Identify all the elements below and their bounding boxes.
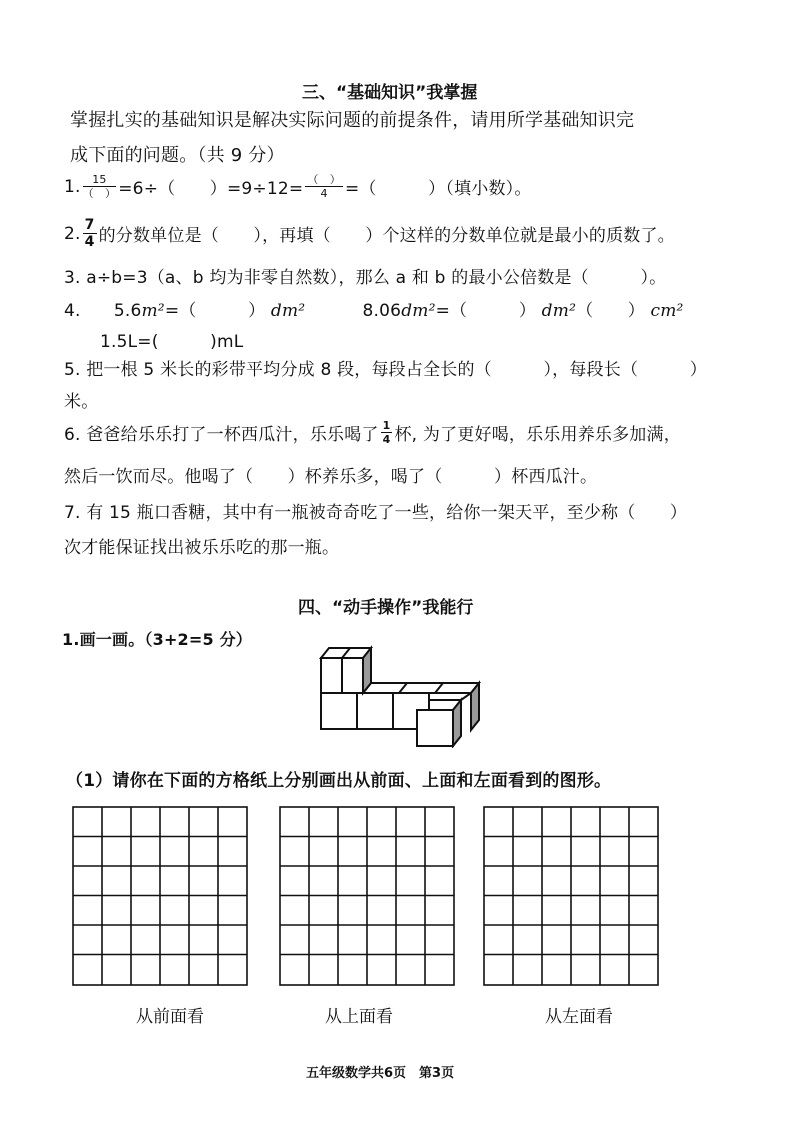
question-7-line1: 7. 有 15 瓶口香糖，其中有一瓶被奇奇吃了一些，给你一架天平，至少称（ ）	[64, 503, 688, 523]
unit-dm2: dm²	[541, 301, 577, 321]
unit-dm2: dm²	[401, 301, 436, 321]
fraction-1-over-4	[381, 420, 393, 445]
grid-label-left: 从左面看	[545, 1007, 613, 1027]
fraction-numerator: 1	[382, 419, 391, 432]
equals-blank: =（ ）	[164, 301, 266, 321]
section3-title: 三、“基础知识”我掌握	[302, 83, 478, 103]
question-5-line2: 米。	[64, 392, 99, 412]
question-4-line2: 1.5L=( )mL	[100, 332, 244, 352]
section4-title: 四、“动手操作”我能行	[298, 598, 474, 618]
question-7-line2: 次才能保证找出被乐乐吃的那一瓶。	[64, 538, 340, 558]
fraction-denominator: 4	[320, 187, 328, 200]
question-5-line1: 5. 把一根 5 米长的彩带平均分成 8 段，每段占全长的（ ），每段长（ ）	[64, 360, 707, 380]
unit-dm2: dm²	[270, 301, 306, 321]
cube-stack-figure	[315, 644, 485, 748]
question-2-text: 的分数单位是（ ），再填（ ）个这样的分数单位就是最小的质数了。	[98, 226, 675, 246]
fraction-denominator: 4	[382, 433, 391, 446]
question-4-line1	[64, 296, 684, 321]
fraction-7-over-4	[83, 218, 97, 249]
fraction-blank-over-4	[305, 174, 343, 199]
question-number: 1.	[64, 176, 81, 197]
question-6-line1	[64, 420, 681, 445]
grid-label-front: 从前面看	[136, 1007, 204, 1027]
fraction-numerator: 15	[83, 174, 117, 187]
question-number: 2.	[64, 223, 81, 244]
fraction-15-over-blank	[83, 174, 117, 199]
value-5-6: 5.6	[113, 301, 142, 321]
unit-m2: m²	[141, 301, 165, 321]
section4-q1-subtitle: （1）请你在下面的方格纸上分别画出从前面、上面和左面看到的图形。	[66, 771, 612, 791]
fraction-numerator: （ ）	[307, 173, 341, 186]
question-1-part1: =6÷（ ）=9÷12=	[118, 179, 304, 199]
equals-blank: =（ ）	[435, 301, 537, 321]
question-1	[64, 174, 532, 199]
question-6-line2: 然后一饮而尽。他喝了（ ）杯养乐多，喝了（ ）杯西瓜汁。	[64, 467, 598, 487]
unit-cm2: cm²	[650, 301, 684, 321]
section3-intro-line2: 成下面的问题。（共 9 分）	[70, 145, 285, 166]
fraction-denominator: 4	[84, 234, 95, 250]
grid-paper-front[interactable]	[72, 806, 248, 986]
grid-label-top: 从上面看	[325, 1007, 393, 1027]
question-1-part2: =（ ）（填小数）。	[344, 179, 532, 199]
question-2	[64, 218, 675, 249]
question-6-part1: 6. 爸爸给乐乐打了一杯西瓜汁，乐乐喝了	[64, 425, 379, 445]
paren-blank: （ ）	[576, 301, 645, 321]
fraction-denominator: （ ）	[82, 187, 117, 200]
grid-paper-left[interactable]	[483, 806, 659, 986]
page-footer: 五年级数学共6页 第3页	[306, 1066, 455, 1081]
value-8-06: 8.06	[362, 301, 402, 321]
question-6-part2: 杯, 为了更好喝，乐乐用养乐多加满，	[394, 425, 681, 445]
grid-paper-top[interactable]	[279, 806, 455, 986]
question-number: 4.	[64, 301, 81, 321]
question-3: 3. a÷b=3（a、b 均为非零自然数），那么 a 和 b 的最小公倍数是（ ）。	[64, 268, 667, 288]
section4-q1-title: 1.画一画。（3+2=5 分）	[62, 630, 252, 649]
fraction-numerator: 7	[84, 217, 95, 233]
section3-intro-line1: 掌握扎实的基础知识是解决实际问题的前提条件，请用所学基础知识完	[70, 110, 635, 131]
